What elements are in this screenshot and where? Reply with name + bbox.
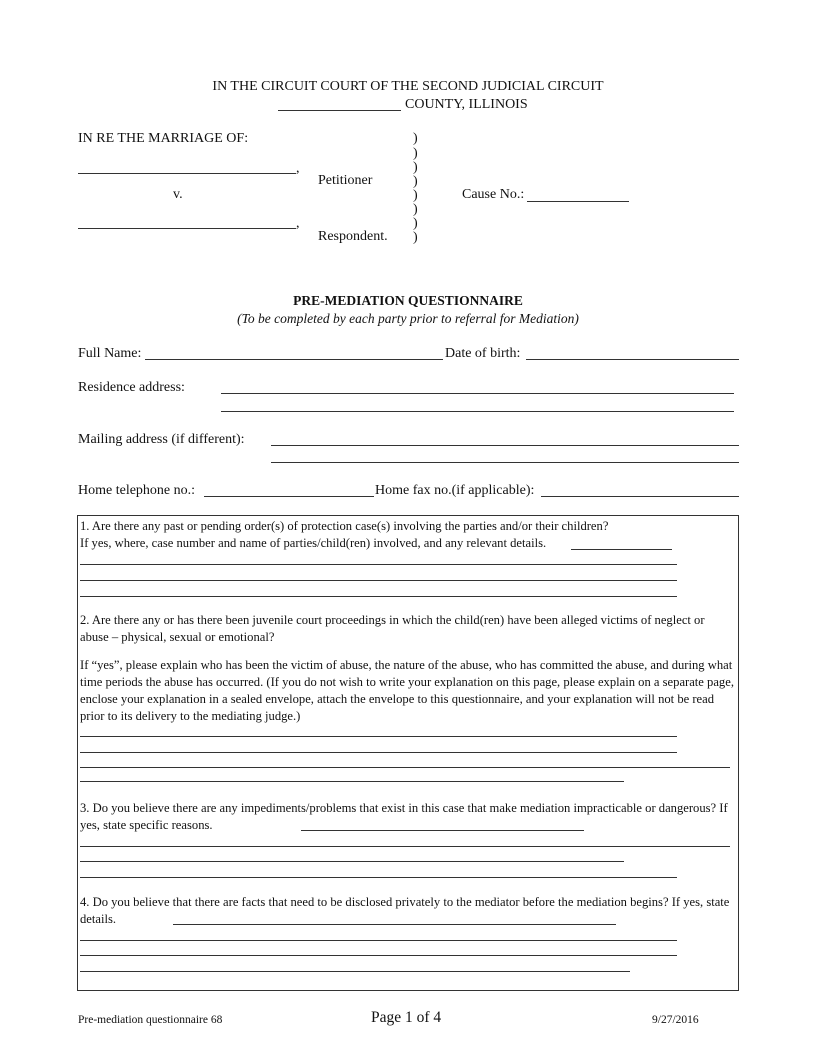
mailing-label: Mailing address (if different):: [78, 432, 245, 447]
footer-page-number: Page 1 of 4: [371, 1009, 442, 1026]
residence-label: Residence address:: [78, 380, 185, 395]
q2-answer-line[interactable]: [80, 752, 677, 753]
q4-answer-line[interactable]: [80, 971, 630, 972]
caption-paren: ): [413, 160, 418, 175]
q2-answer-line[interactable]: [80, 781, 624, 782]
home-phone-label: Home telephone no.:: [78, 483, 196, 498]
residence-field-2[interactable]: [221, 411, 734, 412]
footer-form-name: Pre-mediation questionnaire 68: [78, 1014, 223, 1026]
question-2-detail: If “yes”, please explain who has been the victim of abuse, the nature of the abuse, who has committed the abuse, and during what time periods the abuse has occurred. (If you do not wish to write your explanation on this page, please explain on a separate page, enclose your explanation in a sealed envelope, attach the envelope to this questionnaire, and your explanation will not be read prior to its delivery to the mediating judge.): [80, 658, 734, 723]
respondent-label: Respondent.: [318, 229, 388, 244]
petitioner-name-blank[interactable]: [78, 173, 296, 174]
caption-paren: ): [413, 216, 418, 231]
petitioner-label: Petitioner: [318, 173, 373, 188]
petitioner-comma: ,: [296, 161, 300, 176]
caption-paren: ): [413, 230, 418, 245]
q3-answer-line[interactable]: [80, 846, 730, 847]
caption-paren: ): [413, 202, 418, 217]
dob-field[interactable]: [526, 359, 739, 360]
footer-date: 9/27/2016: [652, 1014, 699, 1026]
q4-answer-line[interactable]: [173, 924, 616, 925]
respondent-name-blank[interactable]: [78, 228, 296, 229]
mailing-field-1[interactable]: [271, 445, 739, 446]
respondent-comma: ,: [296, 216, 300, 231]
full-name-label: Full Name:: [78, 346, 142, 361]
q1-answer-line[interactable]: [80, 580, 677, 581]
q1-answer-line[interactable]: [571, 549, 672, 550]
q2-answer-line[interactable]: [80, 767, 730, 768]
home-phone-field[interactable]: [204, 496, 374, 497]
caption-paren: ): [413, 146, 418, 161]
question-3: 3. Do you believe there are any impediments/problems that exist in this case that make mediation impracticable or dangerous? If yes, state specific reasons.: [80, 801, 728, 832]
dob-label: Date of birth:: [445, 346, 521, 361]
versus-label: v.: [173, 187, 183, 202]
q4-answer-line[interactable]: [80, 940, 677, 941]
form-title: PRE-MEDIATION QUESTIONNAIRE: [293, 293, 523, 308]
cause-no-label: Cause No.:: [462, 187, 525, 202]
court-heading: IN THE CIRCUIT COURT OF THE SECOND JUDICIAL CIRCUIT: [212, 79, 604, 94]
residence-field-1[interactable]: [221, 393, 734, 394]
q3-answer-line[interactable]: [301, 830, 584, 831]
question-1-detail: If yes, where, case number and name of parties/child(ren) involved, and any relevant details.: [80, 536, 547, 550]
home-fax-label: Home fax no.(if applicable):: [375, 483, 535, 498]
question-1: 1. Are there any past or pending order(s) of protection case(s) involving the parties and/or their children?: [80, 519, 609, 533]
full-name-field[interactable]: [145, 359, 443, 360]
caption-paren: ): [413, 131, 418, 146]
cause-no-blank[interactable]: [527, 201, 629, 202]
in-re-label: IN RE THE MARRIAGE OF:: [78, 131, 249, 146]
caption-paren: ): [413, 174, 418, 189]
q1-answer-line[interactable]: [80, 564, 677, 565]
q3-answer-line[interactable]: [80, 877, 677, 878]
county-label: COUNTY, ILLINOIS: [405, 97, 528, 112]
form-subtitle: (To be completed by each party prior to referral for Mediation): [237, 311, 579, 326]
q2-answer-line[interactable]: [80, 736, 677, 737]
caption-paren: ): [413, 188, 418, 203]
q4-answer-line[interactable]: [80, 955, 677, 956]
question-2: 2. Are there any or has there been juvenile court proceedings in which the child(ren) have been alleged victims of neglect or abuse – physical, sexual or emotional?: [80, 613, 705, 644]
county-blank[interactable]: [278, 110, 401, 111]
q3-answer-line[interactable]: [80, 861, 624, 862]
home-fax-field[interactable]: [541, 496, 739, 497]
question-4: 4. Do you believe that there are facts that need to be disclosed privately to the mediator before the mediation begins? If yes, state details.: [80, 895, 730, 926]
mailing-field-2[interactable]: [271, 462, 739, 463]
q1-answer-line[interactable]: [80, 596, 677, 597]
